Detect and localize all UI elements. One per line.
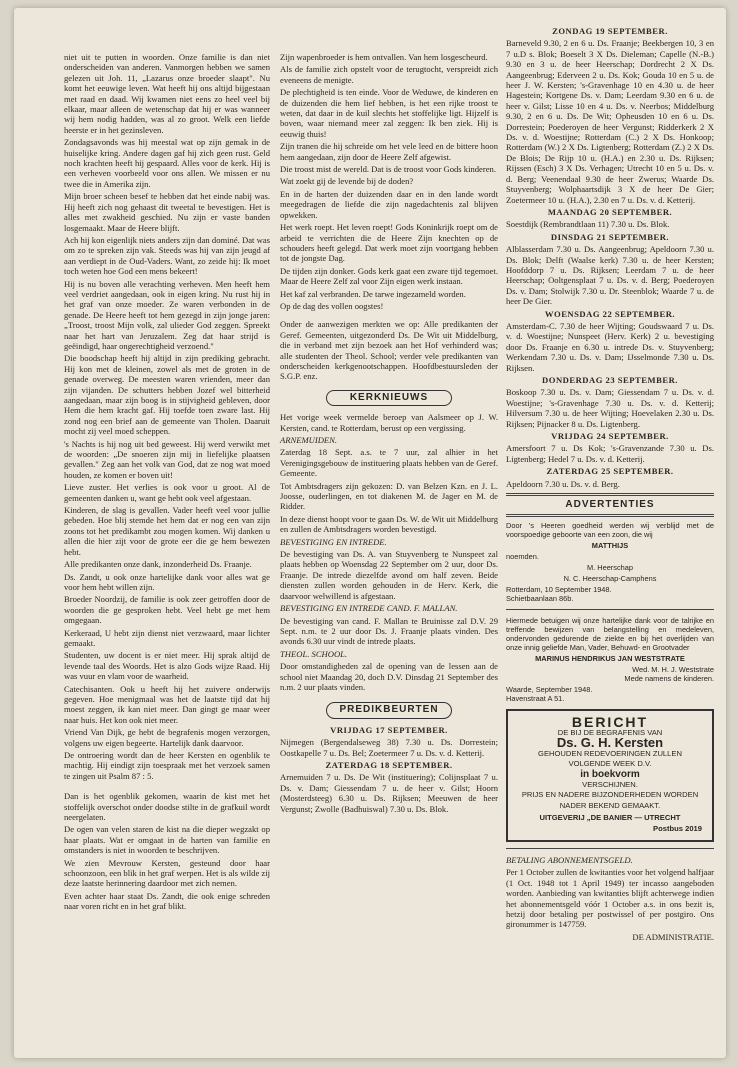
section-title: BEVESTIGING EN INTREDE. [280, 536, 387, 547]
paragraph: Zijn tranen die hij schreide om het vele leed en de bittere hoon hem aangedaan, zijn door de Heere Zelf afgewist. [280, 141, 498, 162]
paragraph: Wat zoekt gij de levende bij de doden? [280, 176, 414, 187]
administratie: DE ADMINISTRATIE. [632, 931, 714, 942]
divider [506, 493, 714, 496]
day-heading: MAANDAG 20 SEPTEMBER. [547, 206, 673, 217]
signature: M. Heerschap [586, 563, 633, 573]
bericht-title: BERICHT [571, 714, 649, 731]
address: Havenstraat A 51. [506, 694, 565, 704]
predikbeurten-heading: PREDIKBEURTEN [326, 702, 452, 718]
day-heading: VRIJDAG 24 SEPTEMBER. [551, 431, 669, 442]
betaling-title: BETALING ABONNEMENTSGELD. [506, 854, 633, 865]
day-heading: DONDERDAG 23 SEPTEMBER. [542, 375, 678, 385]
paragraph: Mijn broer scheen besef te hebben dat het einde nabij was. Hij heeft zich nog gehaast dit tweetal te bevestigen. Het is alles met zwakheid geschied. Nu zijn er vaste banden losgemaakt. Maar de Heere blijft. [64, 191, 270, 233]
paragraph: Kerkeraad, U hebt zijn dienst niet verzwaard, maar lichter gemaakt. [64, 627, 270, 648]
paragraph: Broeder Noordzij, de familie is ook zeer getroffen door de woorden die ge gesproken hebt. Veel hebt ge met hem omgegaan. [64, 594, 270, 626]
kerknieuws-heading: KERKNIEUWS [326, 390, 452, 406]
day-heading: DINSDAG 21 SEPTEMBER. [550, 231, 670, 242]
paragraph: Apeldoorn 7.30 u. Ds. v. d. Berg. [506, 478, 620, 489]
paragraph: Hij is nu boven alle verachting verheven. Men heeft hem veel verdriet aangedaan, ook in eigen kring. Nu rust hij in het graf van onze moeder. Ze waren verbonden in de genade. De Heere heeft tot hem gezegd in zijn jonge jaren: „Troost, troost Mijn volk, zal ulieder God zeggen. Spreekt naar het hart van Jeruzalem. Zeg dat haar strijd is geëindigd, haar ongerechtigheid verzoend." [64, 278, 270, 351]
paragraph: De bevestiging van cand. F. Mallan te Bruinisse zal D.V. 29 Sept. n.m. te 2 uur door Ds. J. Fraanje plaats vinden. Des avonds 6.30 uur vindt de intrede plaats. [280, 615, 498, 647]
day-heading: ZONDAG 19 SEPTEMBER. [552, 26, 668, 36]
paragraph: Studenten, uw docent is er niet meer. Hij sprak altijd de levende taal des Woords. Het is alzo Gods wijze Raad. Hij was vuur en vlam voor de waarheid. [64, 650, 270, 682]
announcement-text: Door 's Heeren goedheid werden wij verblijd met de voorspoedige geboorte van een zoon, die wij [506, 521, 714, 540]
paragraph: Onder de aanwezigen merkten we op: Alle predikanten der Geref. Gemeenten, uitgezonderd Ds. De Wit uit Middelburg, die in verband met zijn bezoek aan het Hof verhinderd was; alle studenten der Theol. School; verder vele predikanten van onderscheiden kerkgenootschappen. Hoofdbestuursleden der S.G.P. enz. [280, 319, 498, 382]
paragraph: Amsterdam-C. 7.30 de heer Wijting; Goudswaard 7 u. Ds. v. d. Woestijne; Nunspeet (Herv. Kerk) 2 u. bevestiging door Ds. Fraanje en 6.30 u. intrede Ds. v. Stuyvenberg; Werkendam 7.30 u. Ds. v. Dam; IJsselmonde 7.30 u. Ds. Rijksen. [506, 320, 714, 373]
paragraph: niet uit te putten in woorden. Onze familie is dan niet onderscheiden van anderen. Vanmorgen hebben we samen gelezen uit Joh. 11, „Lazarus onze broeder slaapt". Nu komt het eeuwige leven. Wat heeft hij ons altijd bijgestaan met raad en daad. Wij kwamen niet eens zo heel veel bij elkaar, maar alleen de wetenschap dat hij er was wanneer wij hem nodig hadden, was al zo groot. Welk een liefde heerste er in het gezinsleven. [64, 52, 270, 135]
paragraph: Boskoop 7.30 u. Ds. v. Dam; Giessendam 7 u. Ds. v. d. Woestijne; 's-Gravenhage 7.30 u. Ds. v. d. Ketterij; Hilversum 7.30 u. de heer Wijting; Hoevelaken 2.30 u. Ds. Rijksen; Pijnacker 8 u. Ds. Ligtenberg. [506, 387, 714, 429]
announcement-text: Hiermede betuigen wij onze hartelijke dank voor de talrijke en treffende bewijzen van belangstelling en medeleven, ondervonden gedurende de ziekte en bij het overlijden van onze innig geliefde Man, Vader, Behuwd- en Grootvader [506, 616, 714, 653]
signature: Mede namens de kinderen. [624, 674, 714, 684]
bericht-text: PRIJS EN NADERE BIJZONDERHEDEN WORDEN NADER BEKEND GEMAAKT. [521, 790, 699, 810]
paragraph: Op de dag des vollen oogstes! [280, 300, 384, 311]
newspaper-page [14, 8, 726, 1058]
signature: Wed. M. H. J. Weststrate [632, 665, 714, 675]
bericht-text: DE BIJ DE BEGRAFENIS VAN [557, 727, 663, 737]
bericht-text: GEHOUDEN REDEVOERINGEN ZULLEN VOLGENDE WEEK D.V. [538, 748, 682, 769]
section-title: BEVESTIGING EN INTREDE CAND. F. MALLAN. [280, 603, 458, 614]
divider [506, 514, 714, 517]
bericht-book: in boekvorm [580, 768, 640, 780]
place-date: Rotterdam, 10 September 1948. [506, 585, 612, 595]
paragraph: De ontroering wordt dan de heer Kersten en ogenblik te machtig. Hij eindigt zijn toespraak met het verzoek samen te zingen uit Psalm 87 : 5. [64, 750, 270, 781]
paragraph: Alle predikanten onze dank, inzonderheid Ds. Fraanje. [64, 559, 252, 570]
column-middle [280, 52, 498, 816]
deceased-name: MARINUS HENDRIKUS JAN WESTSTRATE [535, 654, 685, 664]
paragraph: Catechisanten. Ook u heeft hij het zuivere onderwijs gegeven. Hoe menigmaal was het de laatste tijd dat hij moest zeggen, ik kan niet meer. Dan gingt ge maar weer naar huis. Het kon ook niet meer. [64, 683, 270, 725]
place-date: Waarde, September 1948. [506, 685, 593, 695]
column-funeral-report [64, 52, 270, 914]
paragraph: Dan is het ogenblik gekomen, waarin de kist met het stoffelijk overschot onder doodse stilte in de grafkuil wordt neergelaten. [64, 791, 270, 823]
column-right [506, 26, 714, 944]
announcement-text: noemden. [506, 552, 539, 562]
advertenties-heading: ADVERTENTIES [565, 499, 655, 511]
paragraph: Die boodschap heeft hij altijd in zijn prediking gebracht. Hij kon met de kleinen, zowel als met de groten in de genade overweg. De meesten waren vrienden, meer dan zijn vijanden. De schutters hebben Jozef wel bitterheid aangedaan, maar zijn boog is in stijvigheid gebleven, door Hem die hem kracht gaf. Hij toefde toen zware last. Hij zond nog een brief aan de gemeente van Tholen. Daaruit mocht zij veel moed scheppen. [64, 353, 270, 437]
section-title: THEOL. SCHOOL. [280, 648, 348, 659]
paragraph: De plechtigheid is ten einde. Voor de Weduwe, de kinderen en de duizenden die hem lief hebben, is het een rijke troost te weten, dat daar in de kuil slechts het stoffelijke ligt. Hijzelf is boven, waar niemand meer zal zeggen: Ik ben ziek. Hij is eeuwig thuis! [280, 87, 498, 139]
paragraph: Soestdijk (Rembrandtlaan 11) 7.30 u. Ds. Blok. [506, 219, 670, 230]
paragraph: De tijden zijn donker. Gods kerk gaat een zware tijd tegemoet. Maar de Heere Zelf zal voor Zijn eigen werk instaan. [280, 265, 498, 287]
paragraph: Als de familie zich opstelt voor de terugtocht, verspreidt zich eveneens de menigte. [280, 64, 498, 85]
paragraph: Het kaf zal verbranden. De tarwe ingezameld worden. [280, 288, 466, 299]
paragraph: Alblasserdam 7.30 u. Ds. Aangeenbrug; Apeldoorn 7.30 u. Ds. Blok; Delft (Waalse kerk) 7.30 u. de heer Kersten; Hoofddorp 7 u. Ds. Rijksen; Leerdam 7 u. de heer Heerschap; Ooltgensplaat 7 u. Ds. v. d. Berg; Poederoyen Ds. v. Dam; Stolwijk 7.30 u. Dr. Steenblok; Waarde 7 u. de heer De Gier. [506, 244, 714, 307]
paragraph: Barneveld 9.30, 2 en 6 u. Ds. Fraanje; Beekbergen 10, 3 en 7 u.D s. Blok; Boeselt 3 X Ds. Dieleman; Capelle (N.-B.) 9.30 en 3 u. de heer Heerschap; Dordrecht 2 X Ds. Aangeenbrug; Ederveen 2 u. Ds. Kok; Gouda 10 en 5 u. de heer J. W. Kersten; 's-Gravenhage 10 en 4.30 u. de heer Hagestein; Kortgene Ds. v. Dam; Leerdam 9.30 en 6 u. de heer v. Gilst; Lisse 10 en 4 u. Ds. v. Neerbos; Middelburg 9.30, 2 en 6 u. Ds. De Wit; Opheusden 10 en 6 u. Ds. Dorrestein; Poederoyen de heer Vergunst; Ridderkerk 2 X Ds. v. d. Woestijne; Rotterdam (C.) 2 X Ds. Honkoop; Rotterdam (W.) 2 X Ds. Ligtenberg; Rotterdam (Z.) 2 X Ds. De Blois; De Rijp 10 u. (H.A.) en 2.30 u. Ds. Rijksen; Rijssen (Esch) 3 X Ds. Verhagen; Utrecht 10 en 5 u. Ds. v. d. Berg; Veenendaal 9.30 de heer Zwerus; Waarde Ds. Stuyvenberg; Wolphaartsdijk 3 X de heer De Gier; Zoetermeer 10 u. (H.A.), 2.30 en 7 u. Ds. v. d. Ketterij. [506, 38, 714, 205]
paragraph: Door omstandigheden zal de opening van de lessen aan de school niet Maandag 20, doch D.V. Dinsdag 21 September des n.m. 2 uur plaats vinden. [280, 661, 498, 692]
publisher: UITGEVERIJ „DE BANIER — UTRECHT [539, 813, 681, 823]
birth-announcement [506, 521, 714, 603]
paragraph: Die troost mist de wereld. Dat is de troost voor Gods kinderen. [280, 164, 496, 175]
paragraph: En in de harten der duizenden daar en in den lande wordt meegedragen de liefde die zijn nagedachtenis zal blijven opwekken. [280, 188, 498, 220]
publisher-postbus: Postbus 2019 [653, 823, 702, 833]
day-heading: ZATERDAG 18 SEPTEMBER. [325, 759, 453, 770]
paragraph: Ds. Zandt, u ook onze hartelijke dank voor alles wat ge voor hem hebt willen zijn. [64, 571, 270, 592]
paragraph: Arnemuiden 7 u. Ds. De Wit (instituering); Colijnsplaat 7 u. Ds. v. Dam; Giessendam 7 u. de heer v. Gilst; Hoorn (Mosterdsteeg) 6.30 u. Ds. Rijksen; Meeuwen de heer Vergunst; Zwolle (Badhuiswal) 7.30 u. Ds. Blok. [280, 772, 498, 814]
bericht-name: Ds. G. H. Kersten [556, 735, 664, 751]
betaling-text: Per 1 October zullen de kwitanties voor het volgend halfjaar (1 Oct. 1948 tot 1 April 1949) ter incasso aangeboden worden. Aanbieding van kwitanties blijft achterwege indien het abonnementsgeld vóór 1 October a.s. in ons bezit is, hetzij door betaling per postwissel of per postgiro. Ons gironummer is 147759. [506, 867, 714, 930]
address: Schietbaanlaan 86b. [506, 594, 574, 604]
day-heading: ZATERDAG 25 SEPTEMBER. [546, 466, 674, 477]
section-title: ARNEMUIDEN. [280, 435, 338, 445]
paragraph: We zien Mevrouw Kersten, gesteund door haar schoonzoon, een blik in het graf werpen. Het is als wilde zij deze laatste herinnering daardoor met zich nemen. [64, 857, 270, 889]
paragraph: Kinderen, de slag is gevallen. Vader heeft veel voor jullie gebeden. Hoe blij stemde het hem dat er nog een van zijn zoons tot het predikambt zou mogen komen. Wij danken u allen die hier zijt voor de grote eer die ge hem bewezen hebt. [64, 505, 270, 557]
divider [506, 609, 714, 610]
paragraph: Even achter haar staat Ds. Zandt, die ook enige schreden naar voren richt en in het graf blikt. [64, 890, 270, 912]
paragraph: 's Nachts is hij nog uit bed geweest. Hij werd verwikt met de woorden: „De snoeren zijn mij in liefelijke plaatsen gevallen." Zeg aan het volk van God, dat ze nog wat moed houden, ze komen er boven uit! [64, 438, 270, 480]
paragraph: Vriend Van Dijk, ge hebt de begrafenis mogen verzorgen, volgens uw eigen begeerte. Hartelijk dank daarvoor. [64, 727, 270, 748]
paragraph: Zijn wapenbroeder is hem ontvallen. Van hem losgescheurd. [280, 52, 488, 62]
paragraph: De ogen van velen staren de kist na die dieper wegzakt op haar plaats. Wat er omgaat in de harten van familie en omstanders is niet in woorden te beschrijven. [64, 824, 270, 856]
day-heading: VRIJDAG 17 SEPTEMBER. [330, 724, 448, 735]
divider [506, 848, 714, 849]
paragraph: Amersfoort 7 u. Ds Kok; 's-Gravenzande 7.30 u. Ds. Ligtenberg; Hedel 7 u. Ds. v. d. Ketterij. [506, 443, 714, 464]
thanks-announcement [506, 616, 714, 703]
paragraph: Zaterdag 18 Sept. a.s. te 7 uur, zal alhier in het Verenigingsgebouw de instituering plaats hebben van de Geref. Gemeente. [280, 447, 498, 479]
bericht-text: VERSCHIJNEN. [582, 779, 638, 789]
paragraph: Nijmegen (Bergendalseweg 38) 7.30 u. Ds. Dorrestein; Oostkapelle 7 u. Ds. Bel; Zoetermeer 7 u. Ds. v. d. Ketterij. [280, 737, 498, 758]
paragraph: Lieve zuster. Het verlies is ook voor u groot. Al de gemeenten danken u, want ge hebt ook veel afgestaan. [64, 482, 270, 503]
child-name: MATTHIJS [591, 541, 629, 551]
paragraph: De bevestiging van Ds. A. van Stuyvenberg te Nunspeet zal plaats hebben op Woensdag 22 September om 2 uur, door Ds. Fraanje. De intrede diezelfde avond om half zeven. Beide diensten zullen worden gehouden in de Herv. Kerk, die daarvoor welwillend is afgestaan. [280, 549, 498, 601]
paragraph: Het werk roept. Het leven roept! Gods Koninkrijk roept om de arbeid te verrichten die de Heere Zijn knechten op de schouders heeft gelegd. Dat werk moet zijn voortgang hebben tot de jongste Dag. [280, 222, 498, 264]
paragraph: Tot Ambtsdragers zijn gekozen: D. van Belzen Kzn. en J. L. Joosse, ouderlingen, en tot diakenen M. de Jager en M. de Ridder. [280, 480, 498, 512]
paragraph: Zondagsavonds was hij meestal wat op zijn gemak in de huiselijke kring. Andere dagen gaf hij zich geen rust. Geld noch krachten heeft hij gespaard. Alles voor de kerk. Hij is een verheven voorbeeld voor ons allen. We missen er nu twee die in Amerika zijn. [64, 137, 270, 189]
paragraph: In deze dienst hoopt voor te gaan Ds. W. de Wit uit Middelburg en zullen de Ambtsdragers worden bevestigd. [280, 513, 498, 535]
paragraph: Ach hij kon eigenlijk niets anders zijn dan dominé. Dat was om zo te spreken zijn vak. Steeds was hij van zijn jeugd af aan verdiept in de Oud-Vaders. Want, zo zeide hij: Ik moet toch weten hoe God een mens bekeert! [64, 234, 270, 277]
bericht-box [506, 709, 714, 841]
signature: N. C. Heerschap-Camphens [563, 574, 657, 584]
kerknieuws-intro: Het vorige week vermelde beroep van Aalsmeer op J. W. Kersten, cand. te Rotterdam, berust op een vergissing. [280, 412, 498, 433]
day-heading: WOENSDAG 22 SEPTEMBER. [544, 308, 676, 319]
